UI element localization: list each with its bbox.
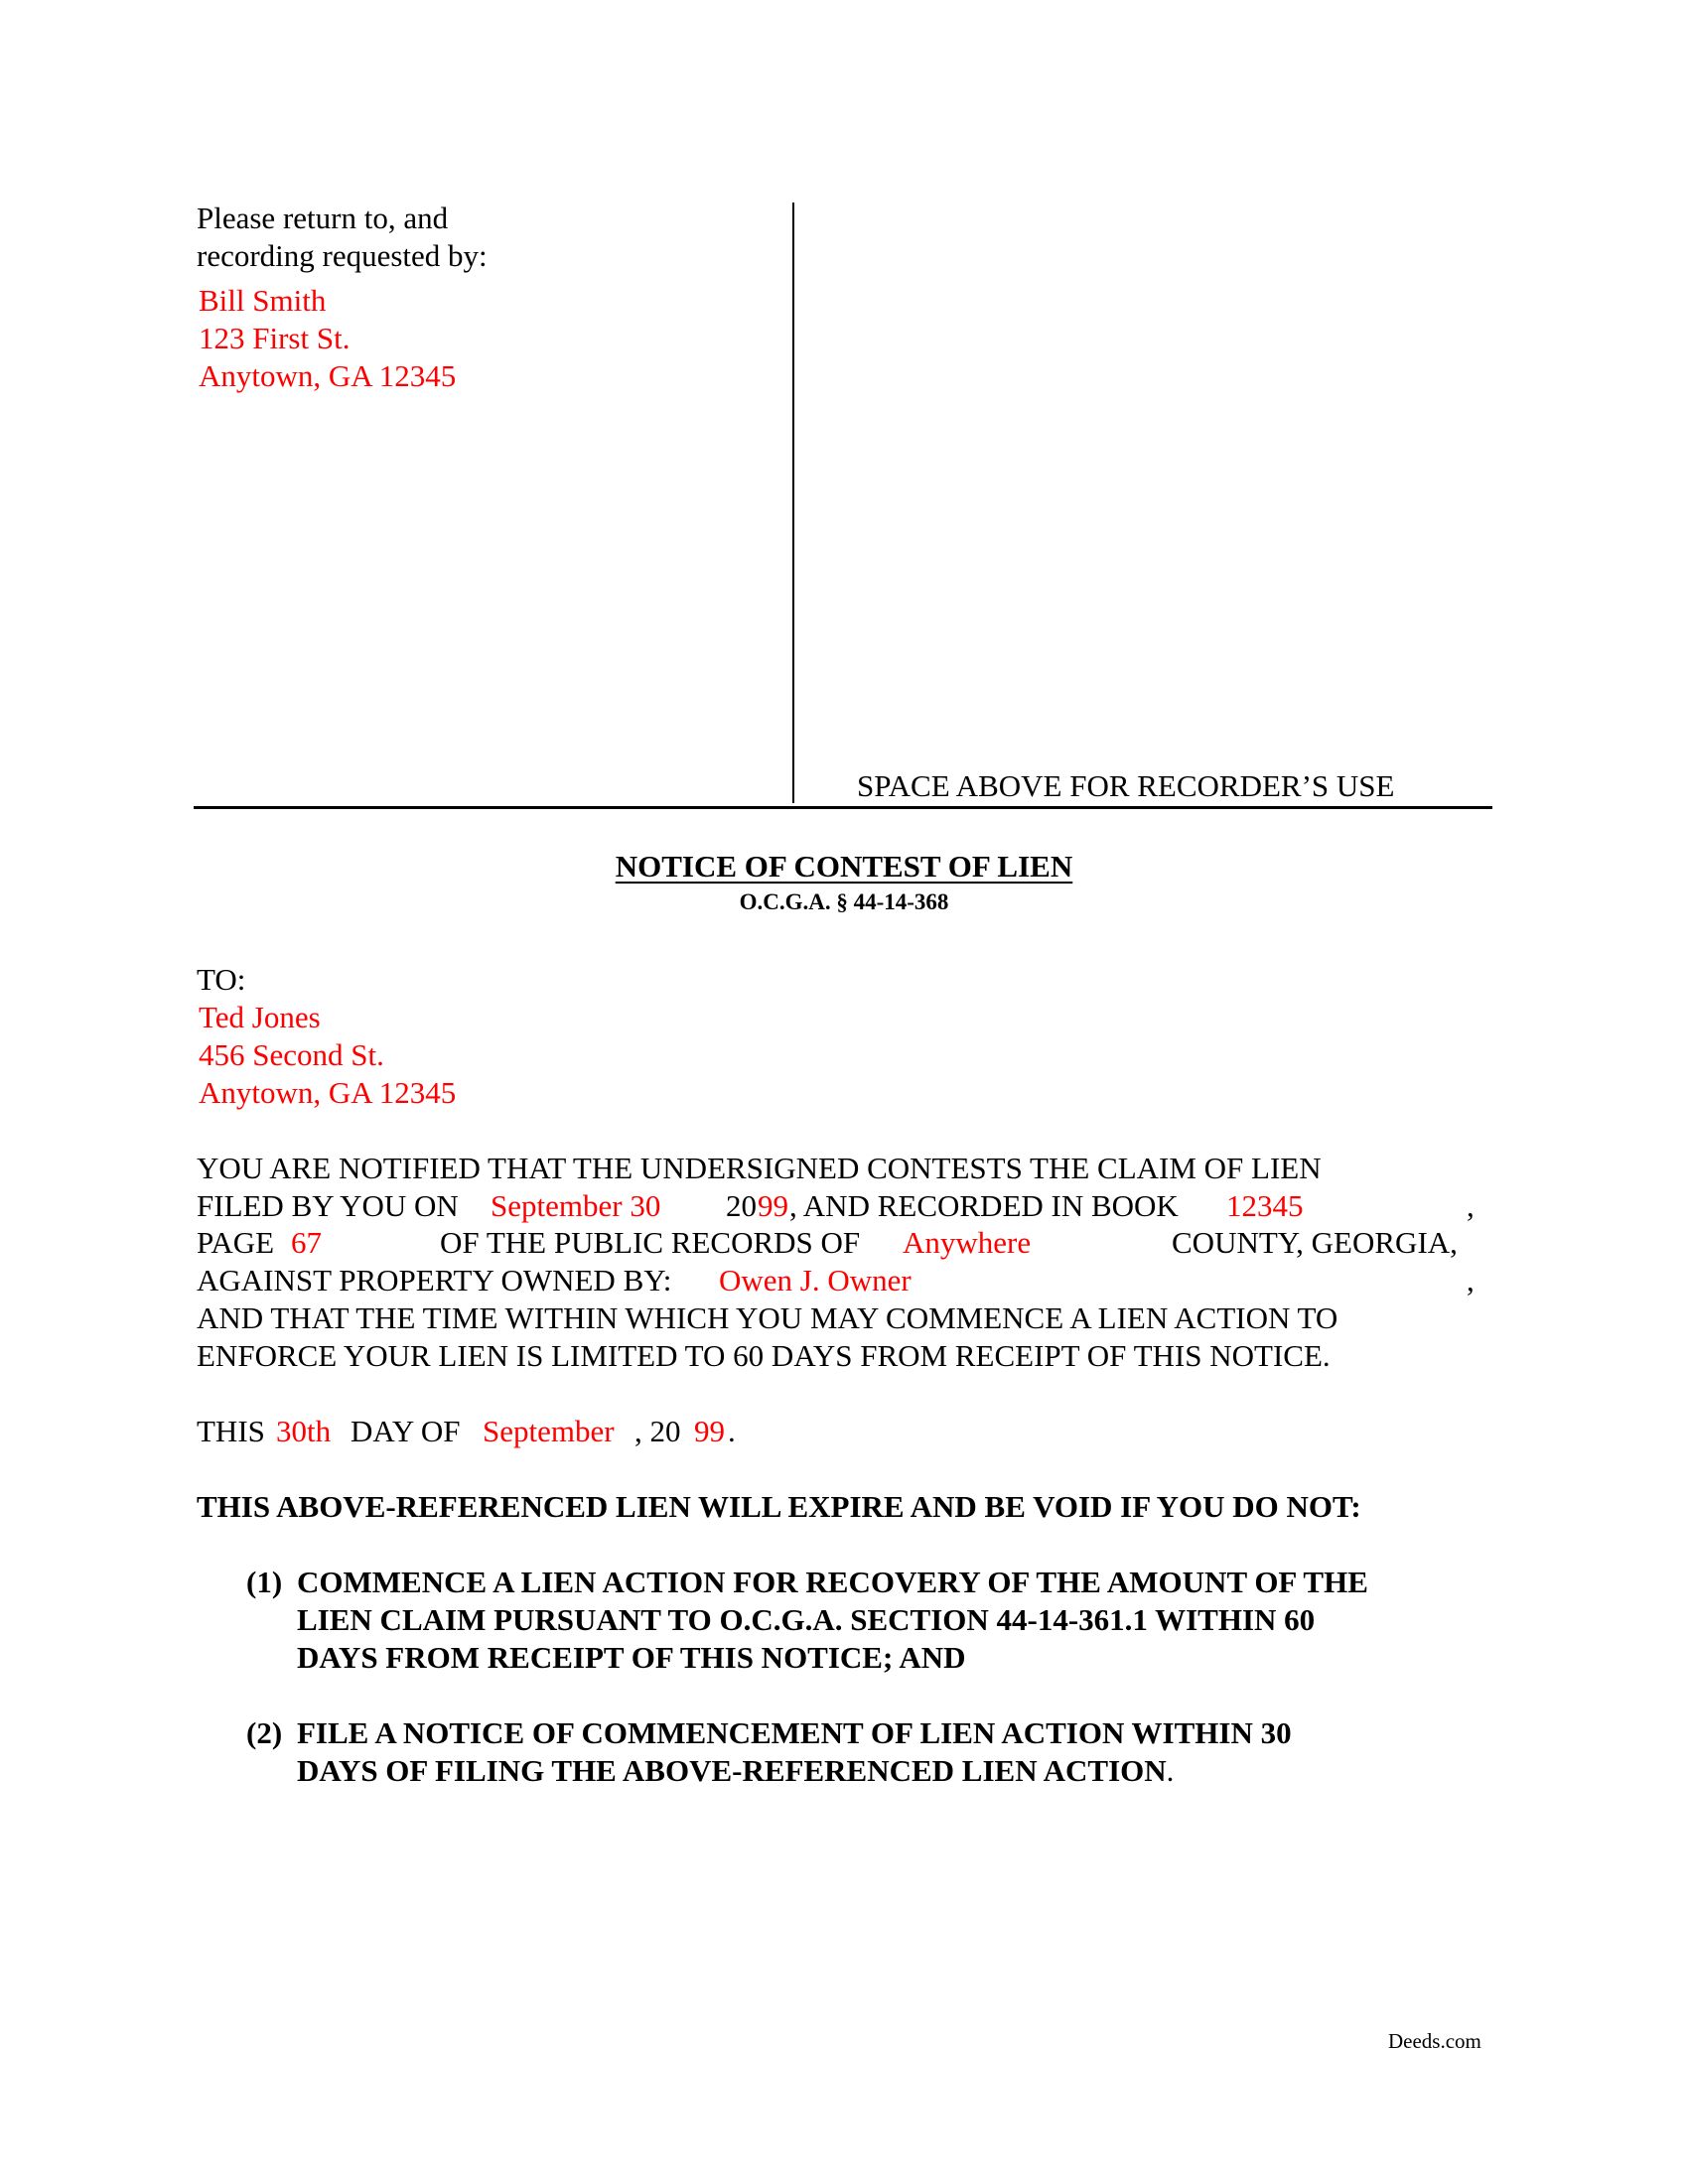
return-line-2: recording requested by: [197,238,488,273]
comma-2: , [1467,1263,1475,1297]
footer-brand: Deeds.com [1388,2029,1481,2053]
notice-line-6: ENFORCE YOUR LIEN IS LIMITED TO 60 DAYS FROM RECEIPT OF THIS NOTICE. [197,1338,1331,1373]
notice-line-5: AND THAT THE TIME WITHIN WHICH YOU MAY COMMENCE A LIEN ACTION TO [197,1300,1338,1335]
item-2-line-2: DAYS OF FILING THE ABOVE-REFERENCED LIEN ACTION [297,1753,1167,1788]
item-1-number: (1) [246,1565,283,1599]
owner-name: Owen J. Owner [719,1263,912,1297]
item-2-line-2-wrap [297,1755,1174,1786]
item-1-line-1: COMMENCE A LIEN ACTION FOR RECOVERY OF THE AMOUNT OF THE [297,1565,1368,1599]
notice-county-label: COUNTY, GEORGIA, [1172,1225,1458,1260]
recorder-use-label: SPACE ABOVE FOR RECORDER’S USE [857,768,1395,803]
comma-1: , [1467,1188,1475,1223]
notice-records-label: OF THE PUBLIC RECORDS OF [440,1225,861,1260]
date-prefix: THIS [197,1414,265,1448]
item-2-period: . [1166,1753,1175,1788]
recorder-rule [194,806,1492,809]
notice-line-1: YOU ARE NOTIFIED THAT THE UNDERSIGNED CONTESTS THE CLAIM OF LIEN [197,1151,1322,1185]
recorder-divider [792,203,794,803]
item-2-number: (2) [246,1715,283,1750]
page-number: 67 [291,1225,322,1260]
book-number: 12345 [1226,1188,1304,1223]
notice-owner-label: AGAINST PROPERTY OWNED BY: [197,1263,672,1297]
date-year-prefix: , 20 [634,1414,681,1448]
filed-year-prefix: 20 [726,1188,757,1223]
date-month: September [483,1414,615,1448]
county-name: Anywhere [903,1225,1032,1260]
return-line-1: Please return to, and [197,201,449,235]
document-title: NOTICE OF CONTEST OF LIEN [615,849,1073,884]
filed-date: September 30 [491,1188,661,1223]
date-mid: DAY OF [351,1414,461,1448]
date-day: 30th [276,1414,332,1448]
notice-page-label: PAGE [197,1225,275,1260]
return-city: Anytown, GA 12345 [199,358,457,393]
notice-book-label: , AND RECORDED IN BOOK [789,1188,1179,1223]
to-city: Anytown, GA 12345 [199,1075,457,1110]
filed-year: 99 [758,1188,788,1223]
warning-heading: THIS ABOVE-REFERENCED LIEN WILL EXPIRE AND BE VOID IF YOU DO NOT: [197,1489,1361,1524]
date-year: 99 [694,1414,725,1448]
return-name: Bill Smith [199,283,327,318]
to-label: TO: [197,962,246,997]
to-name: Ted Jones [199,1000,321,1034]
item-2-line-1: FILE A NOTICE OF COMMENCEMENT OF LIEN ACTION WITHIN 30 [297,1715,1292,1750]
date-end: . [728,1414,736,1448]
statute-reference: O.C.G.A. § 44-14-368 [739,889,949,914]
return-street: 123 First St. [199,321,351,355]
notice-filed-label: FILED BY YOU ON [197,1188,459,1223]
to-street: 456 Second St. [199,1037,384,1072]
item-1-line-3: DAYS FROM RECEIPT OF THIS NOTICE; AND [297,1640,966,1675]
item-1-line-2: LIEN CLAIM PURSUANT TO O.C.G.A. SECTION 44-14-361.1 WITHIN 60 [297,1602,1316,1637]
